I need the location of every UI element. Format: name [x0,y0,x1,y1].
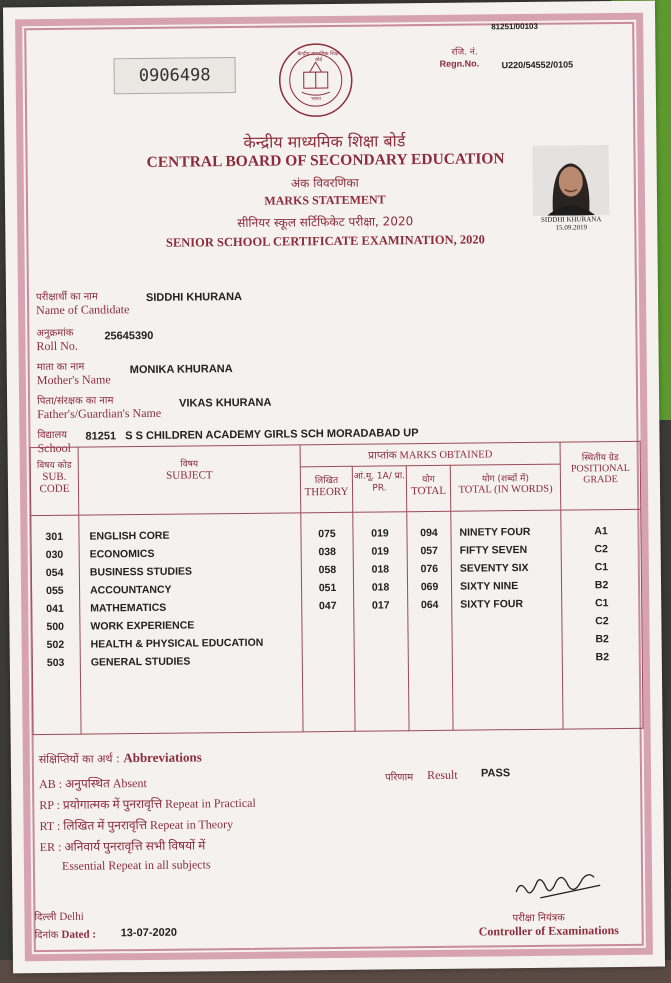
issue-date: 13-07-2020 [120,926,178,940]
row-5-grade: C1 [594,597,609,610]
row-6-total [408,614,451,632]
theory-column [301,512,355,732]
row-5-subject: MATHEMATICS [90,601,167,615]
result-label: Result [426,767,458,783]
row-1-subject: ENGLISH CORE [89,529,170,543]
regn-label: Regn.No. [439,58,480,69]
row-7-practical [355,632,408,651]
row-7-words [461,631,562,650]
row-4-total: 069 [420,580,439,594]
mother-name: MONIKA KHURANA [129,363,233,377]
controller-signature [510,865,610,906]
total-header: योग TOTAL [406,465,450,511]
abbr-repeat-theory: RT : लिखित में पुनरावृत्ति Repeat in Theory [39,817,234,834]
row-3-total: 076 [420,562,439,576]
row-6-practical [354,614,407,633]
roll-label-hindi: अनुक्रमांक [36,327,74,340]
row-5-words: SIXTY FOUR [460,598,524,611]
row-1-theory: 075 [318,527,336,541]
regn-label-hindi: रजि. नं. [451,47,478,58]
name-label-hindi: परीक्षार्थी का नाम [35,291,98,304]
marks-statement-document [3,1,665,974]
code-column [31,515,81,734]
row-4-words: SIXTY NINE [459,580,519,593]
row-3-code: 054 [45,566,64,580]
row-8-code: 503 [46,656,65,670]
emblem-subtext: भारत [311,96,321,103]
row-3-practical: 018 [371,563,390,576]
mother-label-hindi: माता का नाम [36,361,85,374]
row-7-subject: HEALTH & PHYSICAL EDUCATION [90,636,264,651]
row-4-theory: 051 [318,581,337,595]
row-7-grade: B2 [595,633,609,646]
result-value: PASS [480,767,511,780]
exam-title-hindi: सीनियर स्कूल सर्टिफिकेट परीक्षा, 2020 [237,214,414,230]
abbr-repeat-practical: RP : प्रयोगात्मक में पुनरावृत्ति Repeat in Practical [39,795,256,813]
serial-code: 81251/00103 [491,21,538,32]
row-1-total: 094 [420,526,438,540]
row-5-total: 064 [420,598,439,612]
row-2-code: 030 [45,548,64,562]
grade-column [561,509,643,729]
row-5-theory: 047 [318,599,337,613]
abbreviations-title: संक्षिप्तियों का अर्थ : Abbreviations [38,749,202,767]
father-label-hindi: पिता/संरक्षक का नाम [37,395,114,408]
father-label: Father's/Guardian's Name [37,405,162,422]
subject-column [79,513,303,734]
board-name-english: CENTRAL BOARD OF SECONDARY EDUCATION [146,150,505,171]
roll-label: Roll No. [36,338,78,354]
words-column [451,510,563,730]
emblem-text: केन्द्रीय माध्यमिक शिक्षा बोर्ड [297,50,340,64]
row-2-words: FIFTY SEVEN [459,543,528,557]
theory-header: लिखित THEORY [300,466,352,513]
candidate-photo [532,145,609,216]
name-label: Name of Candidate [36,302,130,318]
practical-header: आं.मू. 1A/ प्रा. PR. [352,466,406,513]
school-name: 81251 S S CHILDREN ACADEMY GIRLS SCH MORADABAD UP [85,427,419,443]
roll-number: 25645390 [104,329,154,343]
row-2-subject: ECONOMICS [89,547,155,561]
total-words-header: योग (शब्दों में) TOTAL (IN WORDS) [450,464,561,511]
row-4-code: 055 [46,584,64,598]
school-label: School [37,440,71,456]
total-column [407,511,453,730]
subject-header: विषय SUBJECT [78,445,301,515]
statement-title-english: MARKS STATEMENT [264,192,386,208]
exam-title-english: SENIOR SCHOOL CERTIFICATE EXAMINATION, 2020 [165,232,485,250]
row-6-grade: C2 [595,615,609,628]
photo-caption-date: 15.09.2019 [555,223,588,232]
candidate-name: SIDDHI KHURANA [145,290,243,304]
mother-label: Mother's Name [36,372,111,388]
row-8-theory [303,651,354,670]
row-4-grade: B2 [594,579,609,592]
row-8-practical [355,650,408,669]
row-2-total: 057 [420,544,439,558]
code-header: विषय कोड SUB. CODE [30,447,79,515]
statement-title-hindi: अंक विवरणिका [290,175,359,191]
row-8-total [409,650,452,668]
result-label-hindi: परिणाम [384,772,414,784]
serial-number-box: 0906498 [113,57,235,94]
row-8-words [461,649,562,668]
row-3-words: SEVENTY SIX [459,561,529,575]
abbr-absent: AB : अनुपस्थित Absent [39,775,147,792]
row-3-theory: 058 [318,563,337,577]
marks-obtained-header: प्राप्तांक MARKS OBTAINED [300,442,560,467]
dated-line: दिनांक Dated : [34,928,97,942]
row-5-code: 041 [46,602,64,616]
row-5-practical: 017 [371,599,390,612]
row-1-practical: 019 [371,527,389,540]
abbr-essential-repeat-english: Essential Repeat in all subjects [61,857,211,873]
row-8-subject: GENERAL STUDIES [90,655,191,669]
board-name-hindi: केन्द्रीय माध्यमिक शिक्षा बोर्ड [243,131,406,152]
school-label-hindi: विद्यालय [37,429,68,442]
row-2-practical: 019 [371,545,390,558]
regn-number: U220/54552/0105 [501,59,574,71]
row-1-words: NINETY FOUR [459,525,531,539]
row-1-grade: A1 [594,525,608,538]
photo-caption-name: SIDDHI KHURANA [540,215,602,224]
row-6-code: 500 [46,620,65,634]
row-2-theory: 038 [318,545,337,559]
row-3-grade: C1 [594,561,609,574]
grade-header: स्थितीय ग्रेड POSITIONAL GRADE [560,441,641,510]
row-4-subject: ACCOUNTANCY [90,583,172,597]
abbr-essential-repeat: ER : अनिवार्य पुनरावृत्ति सभी विषयों में [39,838,206,855]
row-2-grade: C2 [594,543,608,556]
place-line: दिल्ली Delhi [34,910,84,924]
row-3-subject: BUSINESS STUDIES [89,565,193,579]
row-7-theory [303,633,354,652]
row-7-code: 502 [46,638,65,652]
controller-label: Controller of Examinations [478,923,619,939]
marks-table [30,441,644,735]
father-name: VIKAS KHURANA [179,396,272,410]
row-4-practical: 018 [371,581,390,594]
row-7-total [409,632,452,650]
row-6-words [460,613,561,632]
row-6-subject: WORK EXPERIENCE [90,619,195,633]
controller-hindi: परीक्षा नियंत्रक [512,912,566,925]
row-6-theory [302,615,353,634]
row-1-code: 301 [45,530,64,544]
row-8-grade: B2 [595,651,610,664]
practical-column [353,512,409,732]
